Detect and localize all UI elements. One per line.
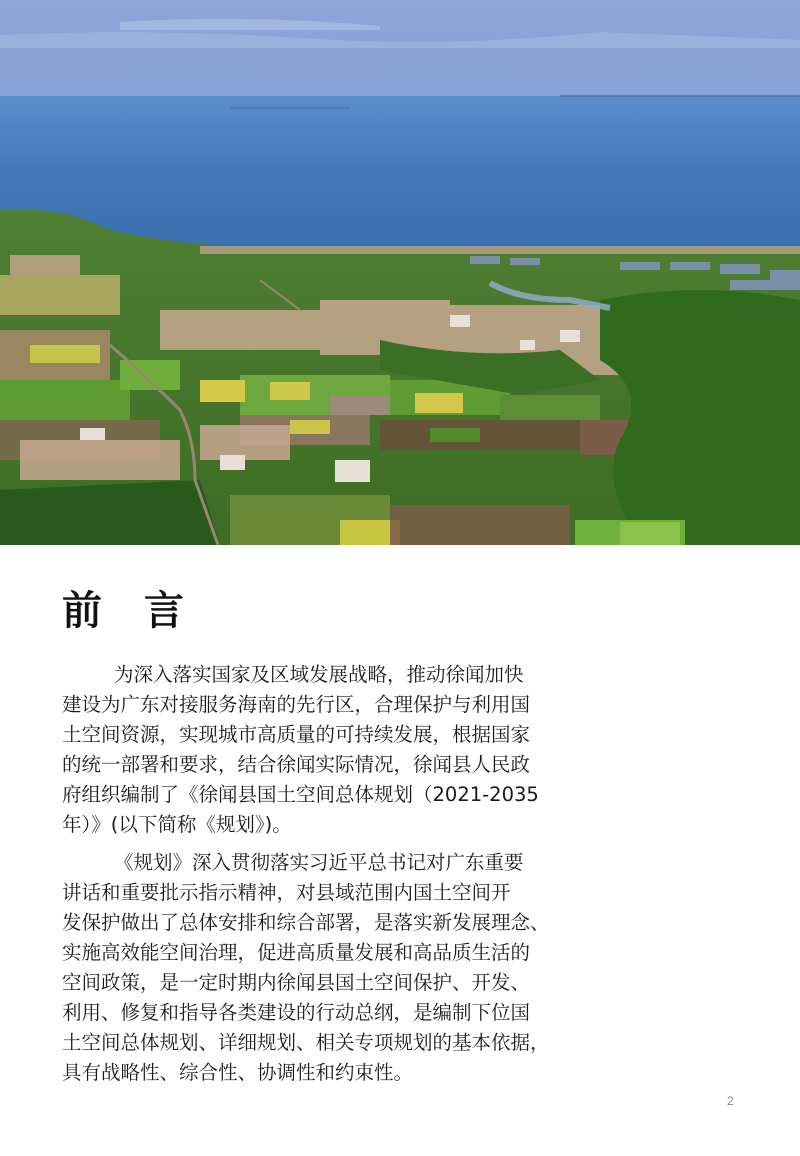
text-line: 《规划》深入贯彻落实习近平总书记对广东重要 [114, 851, 524, 874]
paragraph-2 [62, 848, 582, 1088]
text-line: 为深入落实国家及区域发展战略，推动徐闻加快 [114, 663, 524, 686]
aerial-landscape-image [0, 0, 800, 545]
text-line: 讲话和重要批示指示精神，对县域范围内国土空间开 [62, 881, 511, 904]
text-line: 建设为广东对接服务海南的先行区，合理保护与利用国 [62, 693, 531, 716]
text-line: 空间政策，是一定时期内徐闻县国土空间保护、开发、 [62, 971, 531, 994]
text-line: 的统一部署和要求，结合徐闻实际情况，徐闻县人民政 [62, 753, 531, 776]
text-line: 土空间总体规划、详细规划、相关专项规划的基本依据， [62, 1031, 550, 1054]
preface-body [62, 660, 582, 1088]
text-line: 发保护做出了总体安排和综合部署，是落实新发展理念、 [62, 911, 550, 934]
text-line: 年）》(以下简称《规划》)。 [62, 813, 292, 836]
hero-photo [0, 0, 800, 545]
text-line: 实施高效能空间治理，促进高质量发展和高品质生活的 [62, 941, 531, 964]
text-line: 利用、修复和指导各类建设的行动总纲，是编制下位国 [62, 1001, 531, 1024]
text-line: 具有战略性、综合性、协调性和约束性。 [62, 1061, 414, 1084]
paragraph-1 [62, 660, 582, 840]
page-title: 前 言 [62, 588, 198, 634]
page-number: 2 [727, 1094, 734, 1108]
text-line: 土空间资源，实现城市高质量的可持续发展，根据国家 [62, 723, 531, 746]
text-line: 府组织编制了《徐闻县国土空间总体规划（2021-2035 [62, 783, 539, 806]
